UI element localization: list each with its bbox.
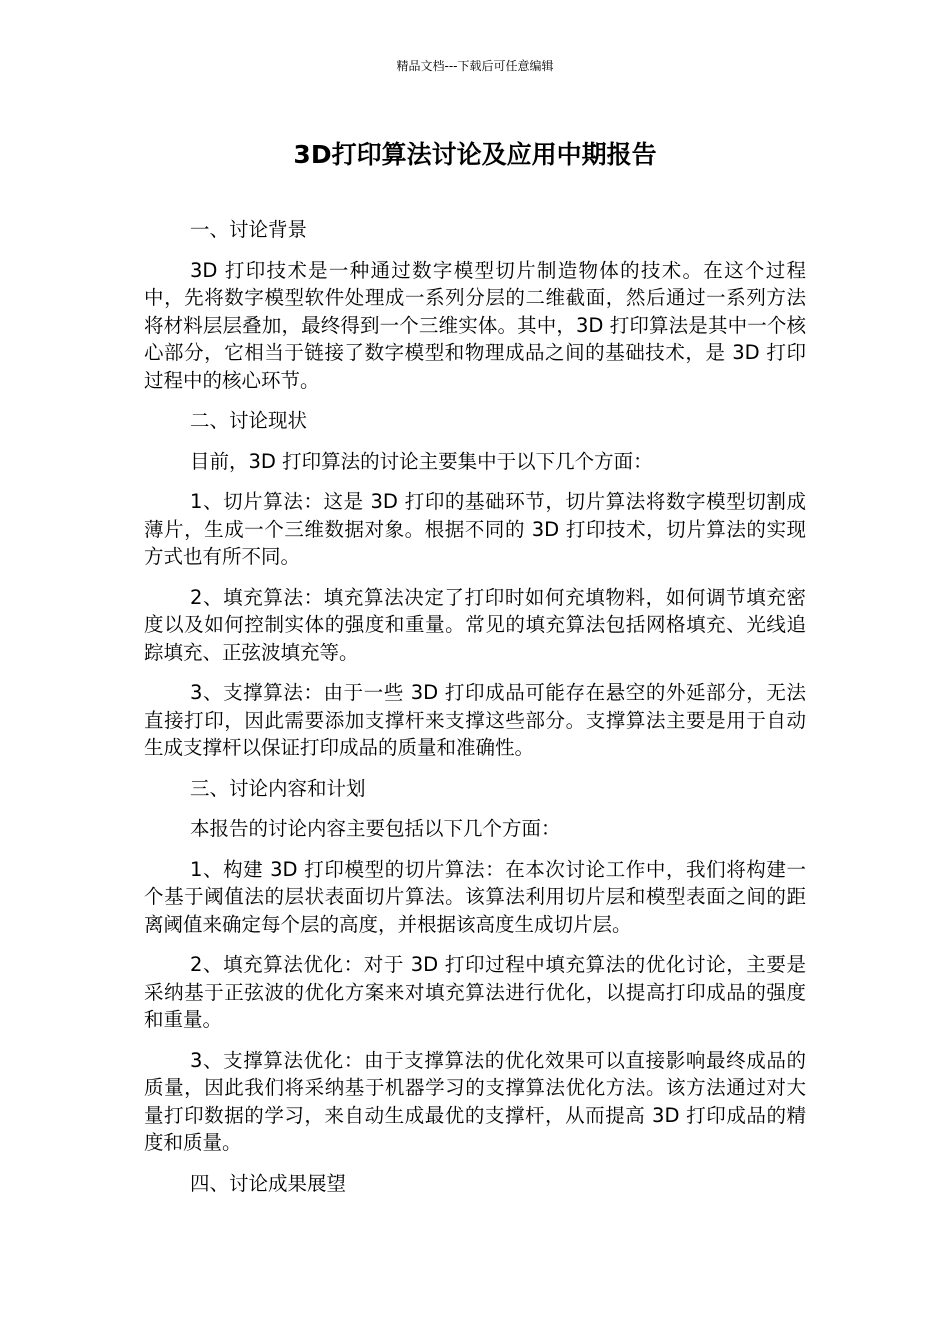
paragraph: 本报告的讨论内容主要包括以下几个方面： <box>190 817 561 840</box>
paragraph: 2、填充算法优化：对于 3D 打印过程中填充算法的优化讨论，主要是采纳基于正弦波的优化方案来对填充算法进行优化，以提高打印成品的强度和重量。 <box>144 953 806 1031</box>
section-heading: 三、讨论内容和计划 <box>190 776 366 800</box>
paragraph: 1、切片算法：这是 3D 打印的基础环节，切片算法将数字模型切割成薄片，生成一个三维数据对象。根据不同的 3D 打印技术，切片算法的实现方式也有所不同。 <box>144 490 806 568</box>
paragraph: 2、填充算法：填充算法决定了打印时如何充填物料，如何调节填充密度以及如何控制实体的强度和重量。常见的填充算法包括网格填充、光线追踪填充、正弦波填充等。 <box>144 585 806 664</box>
header-note: 精品文档---下载后可任意编辑 <box>396 59 554 73</box>
paragraph: 3、支撑算法：由于一些 3D 打印成品可能存在悬空的外延部分，无法直接打印，因此需要添加支撑杆来支撑这些部分。支撑算法主要是用于自动生成支撑杆以保证打印成品的质量和准确性。 <box>144 681 806 759</box>
paragraph: 3、支撑算法优化：由于支撑算法的优化效果可以直接影响最终成品的质量，因此我们将采纳基于机器学习的支撑算法优化方法。该方法通过对大量打印数据的学习，来自动生成最优的支撑杆，从而提高 3D 打印成品的精度和质量。 <box>144 1048 806 1154</box>
document-body <box>144 216 806 1210</box>
section-heading: 二、讨论现状 <box>190 409 308 432</box>
paragraph: 3D 打印技术是一种通过数字模型切片制造物体的技术。在这个过程中，先将数字模型软件处理成一系列分层的二维截面，然后通过一系列方法将材料层层叠加，最终得到一个三维实体。其中，3D 打印算法是其中一个核心部分，它相当于链接了数字模型和物理成品之间的基础技术，是 3D 打印过程中的核心环节。 <box>144 258 806 392</box>
section-heading: 四、讨论成果展望 <box>190 1171 347 1195</box>
paragraph: 目前，3D 打印算法的讨论主要集中于以下几个方面： <box>190 449 653 473</box>
paragraph: 1、构建 3D 打印模型的切片算法：在本次讨论工作中，我们将构建一个基于阈值法的层状表面切片算法。该算法利用切片层和模型表面之间的距离阈值来确定每个层的高度，并根据该高度生成切片层。 <box>144 857 806 936</box>
document-title: 3D打印算法讨论及应用中期报告 <box>293 140 657 169</box>
section-heading: 一、讨论背景 <box>190 218 308 241</box>
